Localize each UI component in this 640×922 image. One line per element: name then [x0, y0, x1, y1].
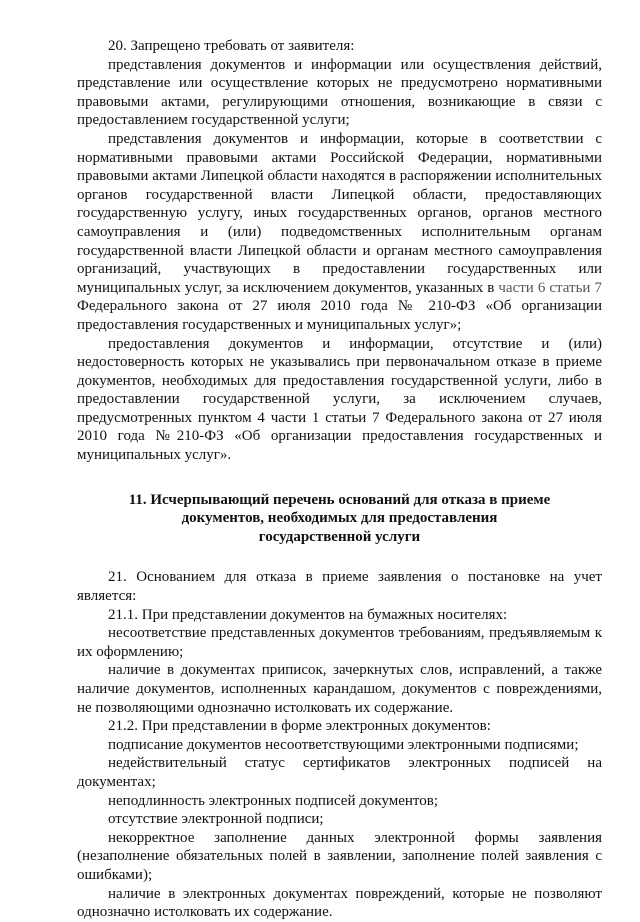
law-part-6-link[interactable]: части 6	[498, 279, 546, 296]
paragraph-21-2: 21.2. При представлении в форме электронных документов:	[108, 718, 491, 735]
paragraph-21-2-item-4: отсутствие электронной подписи;	[108, 811, 324, 828]
paragraph-21-intro: 21. Основанием для отказа в приеме заявления о постановке на учет является:	[77, 569, 602, 605]
section-11-heading-line-2: документов, необходимых для предоставления	[181, 510, 498, 527]
section-11-heading	[77, 491, 602, 547]
paragraph-21-2-item-5: некорректное заполнение данных электронной формы заявления (незаполнение обязательных полей в заявлении, заполнение полей заявления с ошибками);	[77, 829, 602, 883]
paragraph-20-item-2-text-a: представления документов и информации, которые в соответствии с нормативными правовыми актами Российской Федерации, нормативными правовыми актами Липецкой области находятся в распоряжении исполнительных органов государственной власти Липецкой области, предоставляющих государственную услугу, иных государственных органов, органов местного самоуправления и (или) подведомственных исполнительным органам государственной власти Липецкой области и органам местного самоуправления организаций, участвующих в предоставлении государственных или муниципальных услуг, за исключением документов, указанных в	[77, 130, 602, 296]
section-11-heading-line-3: государственной услуги	[258, 528, 421, 545]
paragraph-21-2-item-2: недействительный статус сертификатов электронных подписей на документах;	[77, 755, 602, 790]
paragraph-20-item-3: предоставления документов и информации, отсутствие и (или) недостоверность которых не указывались при первоначальном отказе в приеме документов, необходимых для предоставления государственной услуги, либо в предоставлении государственной услуги, за исключением случаев, предусмотренных пунктом 4 части 1 статьи 7 Федерального закона от 27 июля 2010 года №210-ФЗ «Об организации предоставления государственных и муниципальных услуг».	[77, 335, 602, 464]
paragraph-21-2-item-3: неподлинность электронных подписей документов;	[108, 792, 439, 809]
paragraph-20-intro: 20. Запрещено требовать от заявителя:	[108, 38, 355, 54]
law-article-7-link[interactable]: статьи 7	[549, 279, 602, 296]
paragraph-21-2-item-6: наличие в электронных документах повреждений, которые не позволяют однозначно истолковать их содержание.	[77, 885, 602, 921]
paragraph-21-1-item-2: наличие в документах приписок, зачеркнутых слов, исправлений, а также наличие документов, исполненных карандашом, документов с повреждениями, не позволяющими однозначно истолковать их содержание.	[77, 662, 602, 716]
paragraph-20-item-2	[77, 130, 602, 335]
paragraph-20-item-2-text-b: Федерального закона от 27 июля 2010 года № 210-ФЗ «Об организации предоставления государственных и муниципальных услуг»;	[77, 298, 602, 333]
paragraph-21-2-item-1: подписание документов несоответствующими электронными подписями;	[108, 736, 579, 753]
paragraph-21-1: 21.1. При представлении документов на бумажных носителях:	[108, 606, 508, 623]
paragraph-21-1-item-1: несоответствие представленных документов требованиям, предъявляемым к их оформлению;	[77, 625, 602, 660]
paragraph-20-item-1: представления документов и информации или осуществления действий, представление или осуществление которых не предусмотрено нормативными правовыми актами, регулирующими отношения, возникающие в связи с предоставлением государственной услуги;	[77, 56, 602, 129]
section-11-heading-line-1: 11. Исчерпывающий перечень оснований для отказа в приеме	[128, 491, 551, 508]
